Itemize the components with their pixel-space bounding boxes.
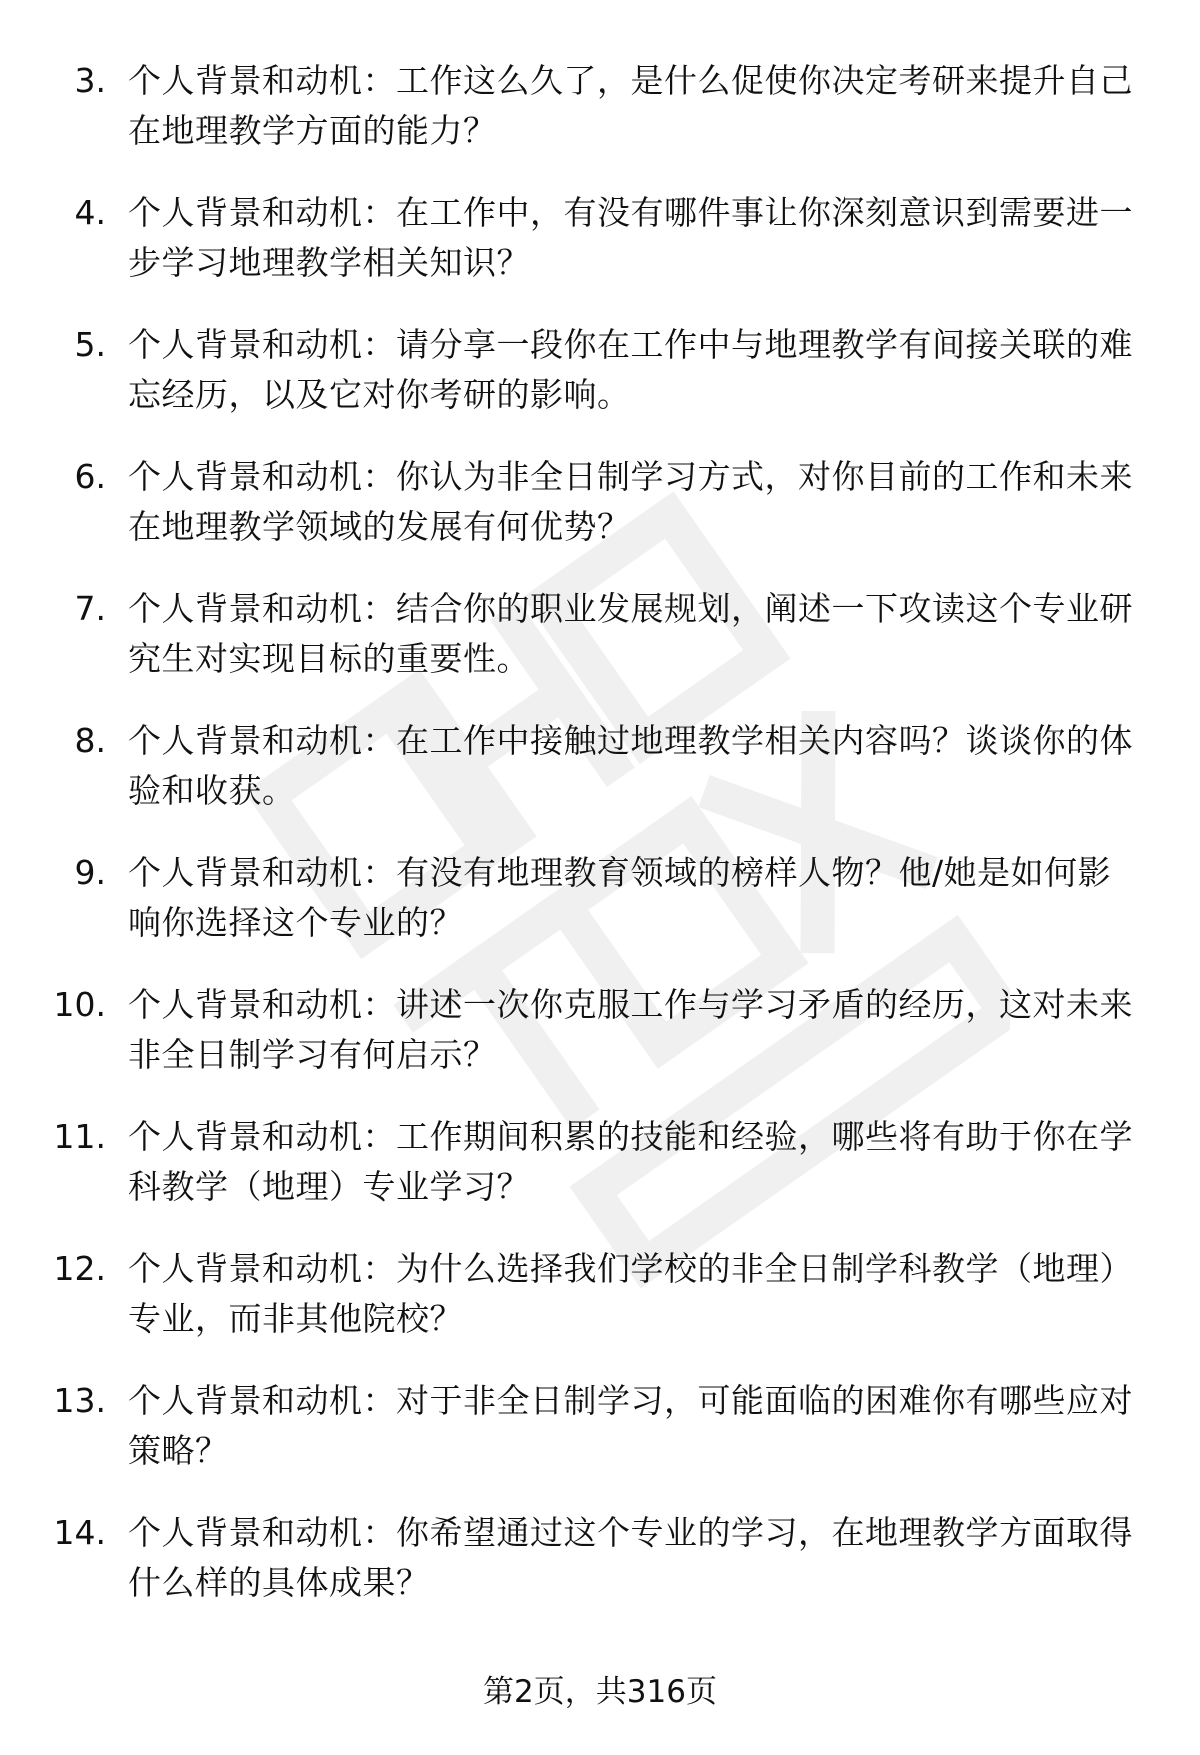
question-text: 个人背景和动机：在工作中，有没有哪件事让你深刻意识到需要进一步学习地理教学相关知识？: [128, 193, 1133, 282]
list-item: [0, 848, 1200, 980]
question-number: 7.: [74, 589, 106, 628]
question-number: 14.: [53, 1513, 106, 1552]
list-item: [0, 56, 1200, 188]
question-number: 12.: [53, 1249, 106, 1288]
question-text: 个人背景和动机：讲述一次你克服工作与学习矛盾的经历，这对未来非全日制学习有何启示？: [128, 985, 1133, 1074]
question-text: 个人背景和动机：工作这么久了，是什么促使你决定考研来提升自己在地理教学方面的能力？: [128, 61, 1133, 150]
list-item: [0, 1244, 1200, 1376]
question-number: 10.: [53, 985, 106, 1024]
question-number: 3.: [74, 61, 106, 100]
list-item: [0, 452, 1200, 584]
question-text: 个人背景和动机：为什么选择我们学校的非全日制学科教学（地理）专业，而非其他院校？: [128, 1249, 1133, 1338]
page-counter: 第2页，共316页: [483, 1674, 717, 1710]
question-number: 8.: [74, 721, 106, 760]
list-item: [0, 584, 1200, 716]
list-item: [0, 980, 1200, 1112]
question-text: 个人背景和动机：你希望通过这个专业的学习，在地理教学方面取得什么样的具体成果？: [128, 1513, 1133, 1602]
question-text: 个人背景和动机：工作期间积累的技能和经验，哪些将有助于你在学科教学（地理）专业学习？: [128, 1117, 1133, 1206]
list-item: [0, 716, 1200, 848]
question-number: 6.: [74, 457, 106, 496]
list-item: [0, 188, 1200, 320]
question-number: 5.: [74, 325, 106, 364]
list-item: [0, 1508, 1200, 1640]
question-number: 13.: [53, 1381, 106, 1420]
list-item: [0, 320, 1200, 452]
question-text: 个人背景和动机：在工作中接触过地理教学相关内容吗？谈谈你的体验和收获。: [128, 721, 1133, 810]
question-text: 个人背景和动机：你认为非全日制学习方式，对你目前的工作和未来在地理教学领域的发展有何优势？: [128, 457, 1133, 546]
list-item: [0, 1376, 1200, 1508]
list-item: [0, 1112, 1200, 1244]
question-text: 个人背景和动机：请分享一段你在工作中与地理教学有间接关联的难忘经历，以及它对你考研的影响。: [128, 325, 1133, 414]
question-number: 11.: [53, 1117, 106, 1156]
question-number: 9.: [74, 853, 106, 892]
question-number: 4.: [74, 193, 106, 232]
question-text: 个人背景和动机：对于非全日制学习，可能面临的困难你有哪些应对策略？: [128, 1381, 1133, 1470]
question-text: 个人背景和动机：有没有地理教育领域的榜样人物？他/她是如何影响你选择这个专业的？: [128, 853, 1112, 942]
question-list: [0, 56, 1200, 1640]
question-text: 个人背景和动机：结合你的职业发展规划，阐述一下攻读这个专业研究生对实现目标的重要性。: [128, 589, 1133, 678]
